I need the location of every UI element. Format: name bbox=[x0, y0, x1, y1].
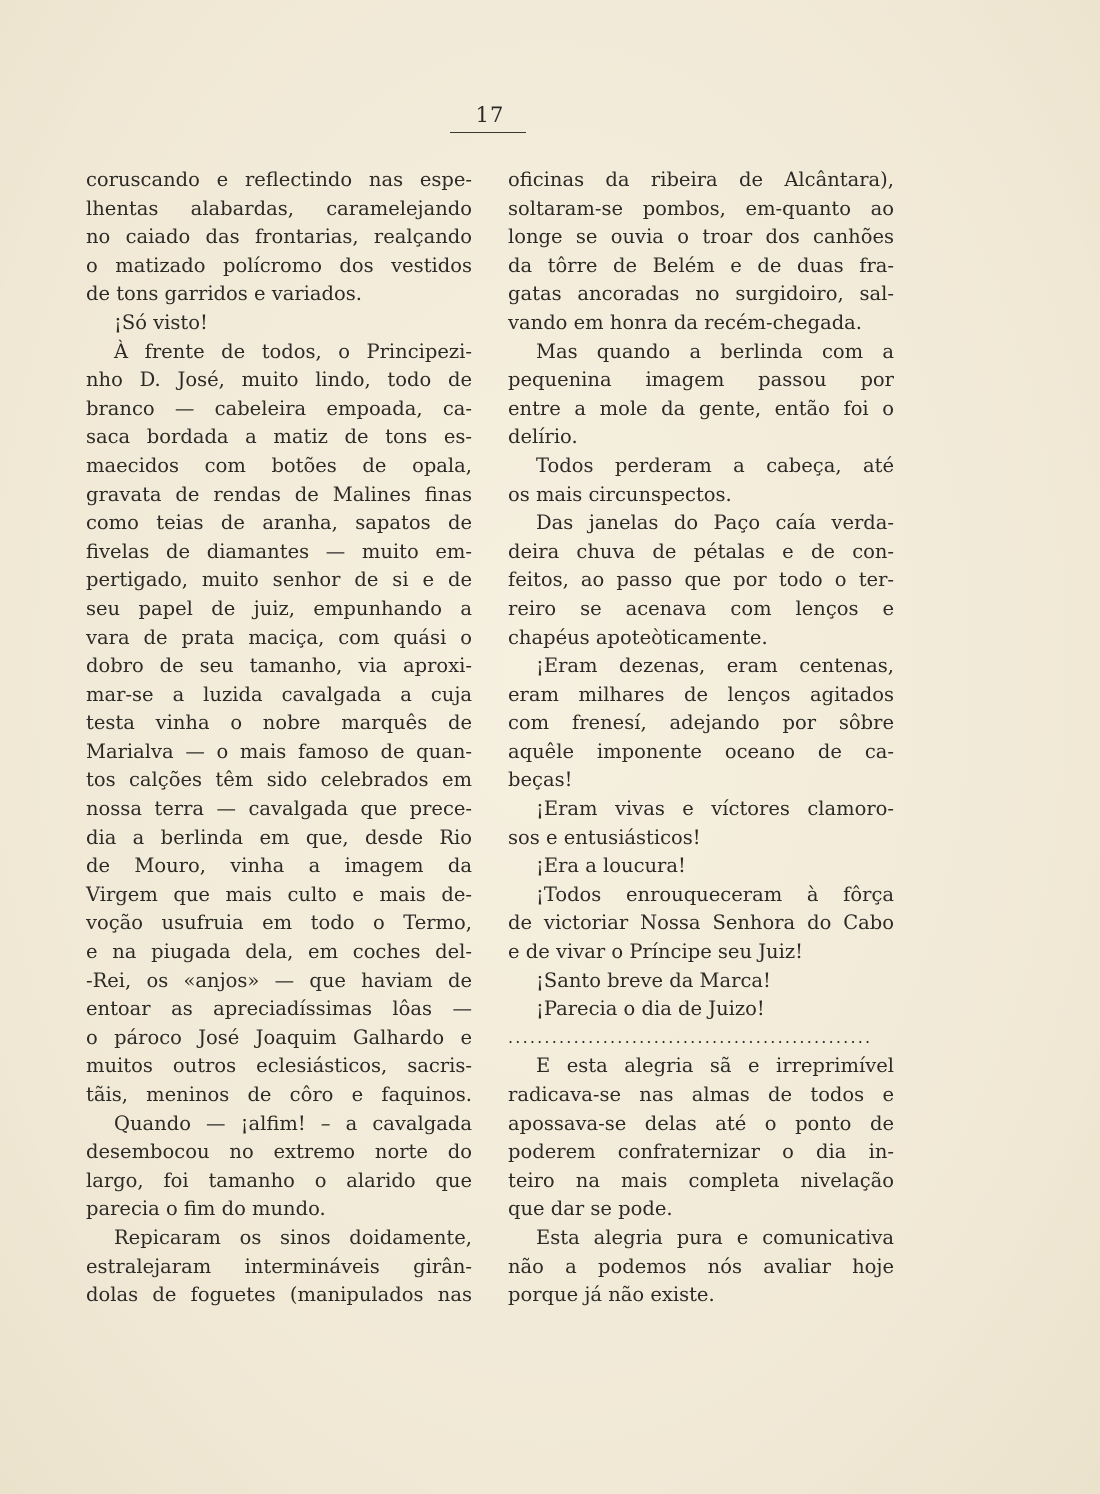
text-line: voção usufruia em todo o Termo, bbox=[86, 911, 472, 935]
text-line: largo, foi tamanho o alarido que bbox=[86, 1168, 472, 1192]
text-line: Todos perderam a cabeça, até bbox=[536, 453, 894, 477]
text-line: Mas quando a berlinda com a bbox=[536, 339, 894, 363]
text-line: Repicaram os sinos doidamente, bbox=[114, 1225, 472, 1249]
text-line: seu papel de juiz, empunhando a bbox=[86, 596, 472, 620]
text-line: apossava-se delas até o ponto de bbox=[508, 1111, 894, 1135]
text-line: delírio. bbox=[508, 425, 578, 449]
text-line: parecia o fim do mundo. bbox=[86, 1197, 326, 1221]
text-line: ¡Todos enrouqueceram à fôrça bbox=[536, 882, 894, 906]
text-line: estralejaram intermináveis girân- bbox=[86, 1254, 472, 1278]
text-line: radicava-se nas almas de todos e bbox=[508, 1083, 894, 1106]
text-line: Marialva — o mais famoso de quan- bbox=[86, 739, 472, 763]
text-line: chapéus apoteòticamente. bbox=[508, 625, 768, 649]
text-line: tãis, meninos de côro e faquinos. bbox=[86, 1083, 472, 1106]
text-line: Quando — ¡alfim! – a cavalgada bbox=[114, 1111, 472, 1135]
text-line: o matizado polícromo dos vestidos bbox=[86, 253, 472, 277]
text-line: pertigado, muito senhor de si e de bbox=[86, 568, 472, 592]
text-line: desembocou no extremo norte do bbox=[86, 1140, 472, 1164]
text-line: feitos, ao passo que por todo o ter- bbox=[508, 568, 894, 592]
text-line: de tons garridos e variados. bbox=[86, 282, 362, 306]
text-line: maecidos com botões de opala, bbox=[86, 453, 472, 477]
text-line: sos e entusiásticos! bbox=[508, 825, 701, 849]
text-line: gatas ancoradas no surgidoiro, sal- bbox=[508, 282, 894, 306]
text-line: o pároco José Joaquim Galhardo e bbox=[86, 1025, 472, 1049]
text-line: dolas de foguetes (manipulados nas bbox=[86, 1283, 472, 1307]
text-line: e de vivar o Príncipe seu Juiz! bbox=[508, 940, 803, 964]
text-line: ¡Era a loucura! bbox=[536, 854, 686, 878]
text-line: com frenesí, adejando por sôbre bbox=[508, 711, 894, 735]
text-line: coruscando e reflectindo nas espe- bbox=[86, 168, 472, 191]
text-line: beças! bbox=[508, 768, 573, 792]
text-line: reiro se acenava com lenços e bbox=[508, 596, 894, 620]
text-line: aquêle imponente oceano de ca- bbox=[508, 739, 894, 763]
text-line: saca bordada a matiz de tons es- bbox=[86, 425, 472, 449]
text-line: de victoriar Nossa Senhora do Cabo bbox=[508, 911, 894, 935]
text-line: Virgem que mais culto e mais de- bbox=[86, 882, 472, 906]
text-line: nossa terra — cavalgada que prece- bbox=[86, 797, 472, 821]
text-line: que dar se pode. bbox=[508, 1197, 673, 1221]
text-line: como teias de aranha, sapatos de bbox=[86, 511, 472, 535]
text-line: ¡Eram dezenas, eram centenas, bbox=[536, 654, 894, 678]
text-line: ¡Parecia o dia de Juizo! bbox=[536, 997, 765, 1021]
text-line: porque já não existe. bbox=[508, 1283, 715, 1307]
text-line: de Mouro, vinha a imagem da bbox=[86, 854, 472, 878]
text-line: longe se ouvia o troar dos canhões bbox=[508, 225, 894, 249]
text-line: oficinas da ribeira de Alcântara), bbox=[508, 168, 894, 191]
text-line: não a podemos nós avaliar hoje bbox=[508, 1254, 894, 1278]
page-number: 17 bbox=[475, 103, 505, 127]
text-line: testa vinha o nobre marquês de bbox=[86, 711, 472, 735]
text-line: Esta alegria pura e comunicativa bbox=[536, 1225, 894, 1249]
text-line: deira chuva de pétalas e de con- bbox=[508, 539, 894, 563]
text-line: pequenina imagem passou por bbox=[508, 368, 894, 392]
text-line: Das janelas do Paço caía verda- bbox=[536, 511, 894, 535]
text-line: da tôrre de Belém e de duas fra- bbox=[508, 253, 894, 277]
ellipsis-divider: .................................................. bbox=[508, 1027, 873, 1047]
text-line: mar-se a luzida cavalgada a cuja bbox=[86, 682, 472, 706]
text-line: dia a berlinda em que, desde Rio bbox=[86, 825, 472, 849]
text-line: eram milhares de lenços agitados bbox=[508, 682, 894, 706]
right-text-column bbox=[508, 166, 894, 1310]
text-line: poderem confraternizar o dia in- bbox=[508, 1140, 894, 1164]
text-line: entre a mole da gente, então foi o bbox=[508, 396, 894, 420]
text-line: tos calções têm sido celebrados em bbox=[86, 768, 472, 792]
text-line: fivelas de diamantes — muito em- bbox=[86, 539, 472, 563]
text-line: e na piugada dela, em coches del- bbox=[86, 940, 472, 964]
page-number-rule bbox=[450, 132, 526, 133]
text-line: soltaram-se pombos, em-quanto ao bbox=[508, 196, 894, 220]
text-line: gravata de rendas de Malines finas bbox=[86, 482, 472, 506]
text-line: no caiado das frontarias, realçando bbox=[86, 225, 472, 249]
text-line: À frente de todos, o Principezi- bbox=[114, 339, 472, 363]
text-line: vando em honra da recém-chegada. bbox=[508, 310, 862, 334]
text-line: E esta alegria sã e irreprimível bbox=[536, 1054, 894, 1078]
text-line: teiro na mais completa nivelação bbox=[508, 1168, 894, 1192]
text-line: ¡Só visto! bbox=[114, 310, 208, 334]
text-line: vara de prata maciça, com quási o bbox=[86, 625, 472, 649]
text-line: dobro de seu tamanho, via aproxi- bbox=[86, 654, 472, 678]
text-line: lhentas alabardas, caramelejando bbox=[86, 196, 472, 220]
text-line: ¡Santo breve da Marca! bbox=[536, 968, 771, 992]
text-line: -Rei, os «anjos» — que haviam de bbox=[86, 968, 472, 992]
text-line: muitos outros eclesiásticos, sacris- bbox=[86, 1054, 472, 1078]
text-line: ¡Eram vivas e víctores clamoro- bbox=[536, 797, 894, 821]
text-line: entoar as apreciadíssimas lôas — bbox=[86, 997, 472, 1021]
text-line: nho D. José, muito lindo, todo de bbox=[86, 368, 472, 392]
left-text-column bbox=[86, 166, 472, 1310]
text-line: os mais circunspectos. bbox=[508, 482, 732, 506]
text-line: branco — cabeleira empoada, ca- bbox=[86, 396, 472, 420]
